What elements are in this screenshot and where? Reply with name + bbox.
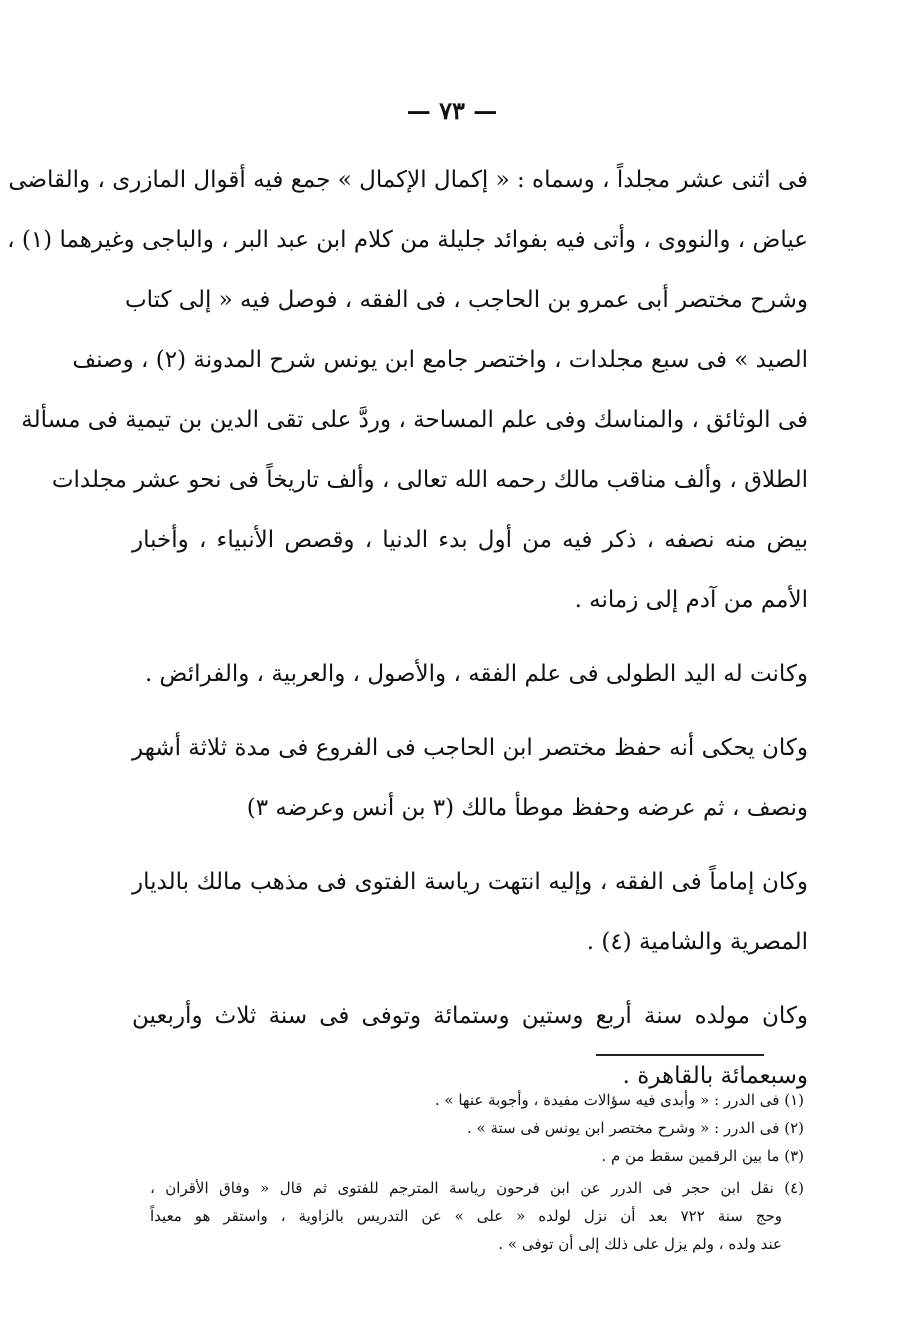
footnote-1: (١) فى الدرر : « وأبدى فيه سؤالات مفيدة ، وأجوبة عنها » . [434, 1091, 804, 1109]
text-line: فى اثنى عشر مجلداً ، وسماه : « إكمال الإكمال » جمع فيه أقوال المازرى ، والقاضى [8, 167, 808, 193]
footnotes [150, 1086, 804, 1258]
paragraph-4 [132, 852, 808, 972]
footnote-3: (٣) ما بين الرقمين سقط من م . [601, 1147, 804, 1165]
paragraph-1 [7, 150, 808, 630]
text-line: وكانت له اليد الطولى فى علم الفقه ، والأصول ، والعربية ، والفرائض . [144, 661, 808, 687]
text-line: بيض منه نصفه ، ذكر فيه من أول بدء الدنيا ، وقصص الأنبياء ، وأخبار [132, 527, 808, 553]
footnote-2: (٢) فى الدرر : « وشرح مختصر ابن يونس فى ستة » . [466, 1119, 804, 1137]
text-line: فى الوثائق ، والمناسك وفى علم المساحة ، وردَّ على تقى الدين بن تيمية فى مسألة [21, 407, 808, 433]
text-line: ونصف ، ثم عرضه وحفظ موطأ مالك (٣ بن أنس وعرضه ٣) [246, 795, 808, 821]
text-line: الأمم من آدم إلى زمانه . [574, 587, 808, 613]
footnote-4: (٤) نقل ابن حجر فى الدرر عن ابن فرحون رياسة المترجم للفتوى ثم قال « وفاق الأقران ، [150, 1179, 804, 1197]
text-line: المصرية والشامية (٤) . [586, 929, 808, 955]
page-number: — ٧٣ — [406, 96, 498, 125]
body-text [7, 150, 808, 1106]
text-line: وكان مولده سنة أربع وستين وستمائة وتوفى فى سنة ثلاث وأربعين [132, 1003, 808, 1029]
text-line: وسبعمائة بالقاهرة . [622, 1063, 808, 1089]
footnote-divider [596, 1054, 764, 1056]
text-line: وكان إماماً فى الفقه ، وإليه انتهت رياسة الفتوى فى مذهب مالك بالديار [132, 869, 808, 895]
text-line: عياض ، والنووى ، وأتى فيه بفوائد جليلة من كلام ابن عبد البر ، والباجى وغيرهما (١) ، [7, 227, 808, 253]
footnote-4-continuation: وحج سنة ٧٢٢ بعد أن نزل لولده « على » عن التدريس بالزاوية ، واستقر هو معيداً [150, 1207, 782, 1225]
text-line: وكان يحكى أنه حفظ مختصر ابن الحاجب فى الفروع فى مدة ثلاثة أشهر [132, 735, 808, 761]
text-line: وشرح مختصر أبى عمرو بن الحاجب ، فى الفقه ، فوصل فيه « إلى كتاب [124, 287, 808, 313]
text-line: الطلاق ، وألف مناقب مالك رحمه الله تعالى ، وألف تاريخاً فى نحو عشر مجلدات [51, 467, 808, 493]
footnote-4-continuation: عند ولده ، ولم يزل على ذلك إلى أن توفى » . [498, 1235, 782, 1253]
text-line: الصيد » فى سبع مجلدات ، واختصر جامع ابن يونس شرح المدونة (٢) ، وصنف [72, 347, 808, 373]
paragraph-3 [132, 718, 808, 838]
paragraph-2 [132, 644, 808, 704]
